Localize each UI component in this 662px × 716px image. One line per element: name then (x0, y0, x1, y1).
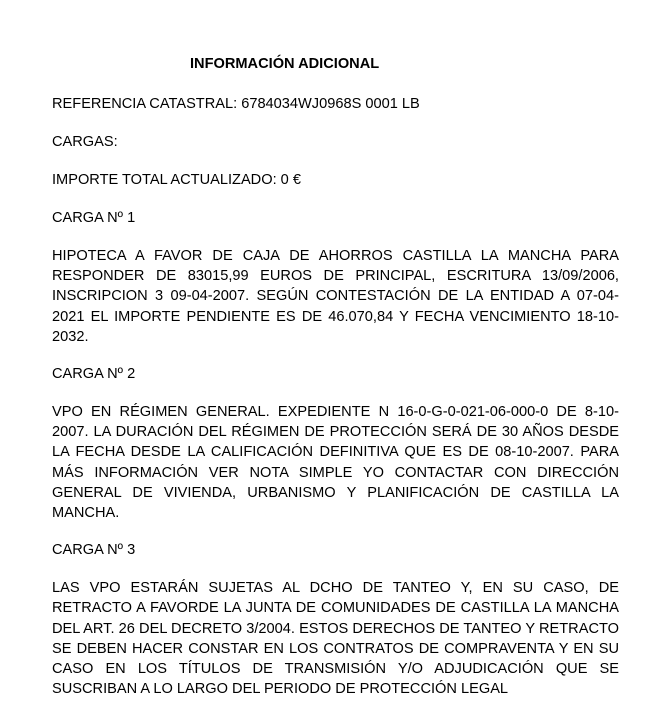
carga-1-heading: CARGA Nº 1 (52, 210, 136, 226)
carga-2-heading: CARGA Nº 2 (52, 366, 136, 383)
referencia-catastral: REFERENCIA CATASTRAL: 6784034WJ0968S 0001 LB (52, 96, 420, 112)
document-page (52, 54, 619, 716)
importe-total: IMPORTE TOTAL ACTUALIZADO: 0 € (52, 172, 301, 188)
cargas-label: CARGAS: (52, 134, 118, 150)
document-title: INFORMACIÓN ADICIONAL (190, 56, 380, 72)
carga-2-text: VPO EN RÉGIMEN GENERAL. EXPEDIENTE N 16-0-G-0-021-06-000-0 DE 8-10-2007. LA DURACIÓN DEL RÉGIMEN DE PROTECCIÓN SERÁ DE 30 AÑOS DESDE LA FECHA DESDE LA CALIFICACIÓN DEFINITIVA QUE ES DE 08-10-2007. PARA MÁS INFORMACIÓN VER NOTA SIMPLE YO CONTACTAR CON DIRECCIÓN GENERAL DE VIVIENDA, URBANISMO Y PLANIFICACIÓN DE CASTILLA LA MANCHA. (52, 404, 619, 522)
carga-3-heading: CARGA Nº 3 (52, 542, 136, 559)
carga-1-text: HIPOTECA A FAVOR DE CAJA DE AHORROS CASTILLA LA MANCHA PARA RESPONDER DE 83015,99 EUROS DE PRINCIPAL, ESCRITURA 13/09/2006, INSCRIPCION 3 09-04-2007. SEGÚN CONTESTACIÓN DE LA ENTIDAD A 07-04-2021 EL IMPORTE PENDIENTE ES DE 46.070,84 Y FECHA VENCIMIENTO 18-10-2032. (52, 248, 619, 345)
carga-3-text: LAS VPO ESTARÁN SUJETAS AL DCHO DE TANTEO Y, EN SU CASO, DE RETRACTO A FAVORDE LA JUNTA DE COMUNIDADES DE CASTILLA LA MANCHA DEL ART. 26 DEL DECRETO 3/2004. ESTOS DERECHOS DE TANTEO Y RETRACTO SE DEBEN HACER CONSTAR EN LOS CONTRATOS DE COMPRAVENTA Y EN SU CASO EN LOS TÍTULOS DE TRANSMISIÓN Y/O ADJUDICACIÓN QUE SE SUSCRIBAN A LO LARGO DEL PERIODO DE PROTECCIÓN LEGAL (52, 580, 619, 698)
